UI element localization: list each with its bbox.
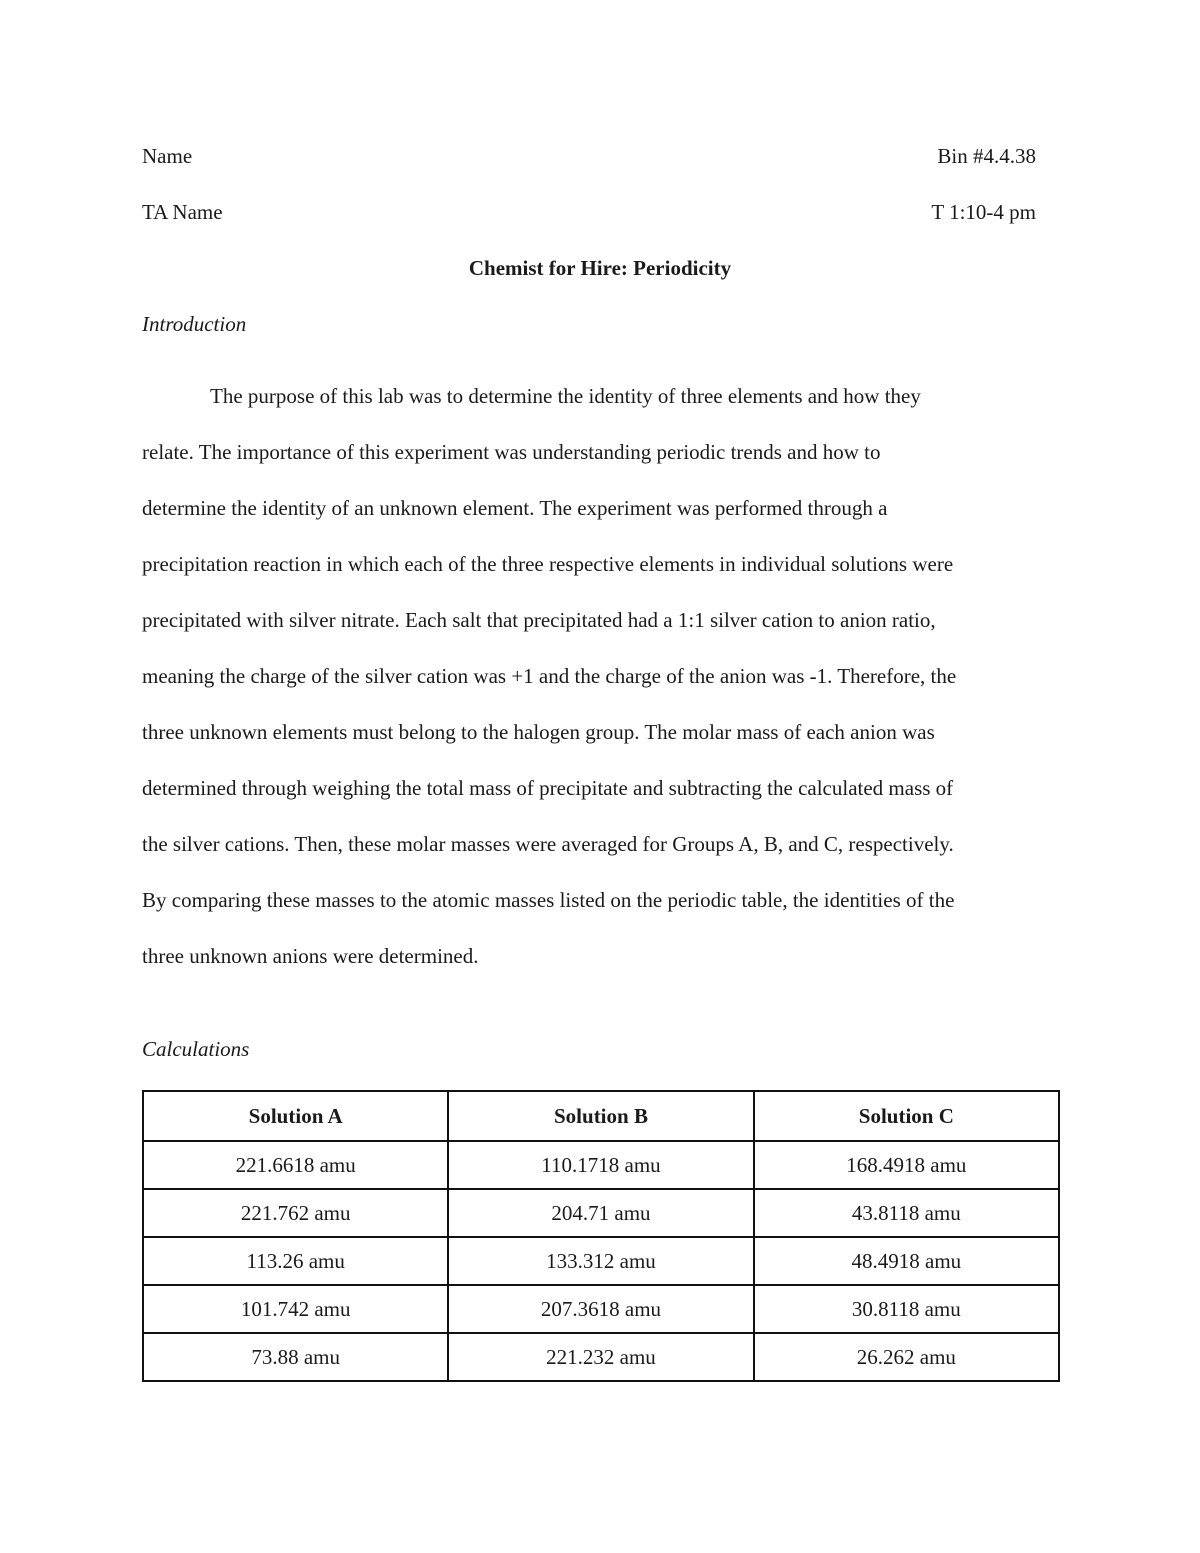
bin-number: Bin #4.4.38 [937, 144, 1036, 168]
table-row [143, 1237, 1059, 1285]
header-row-name [142, 144, 1036, 168]
paragraph-line: relate. The importance of this experiment was understanding periodic trends and how to [142, 440, 881, 464]
column-header-solution-a: Solution A [143, 1091, 448, 1141]
column-header-solution-b: Solution B [448, 1091, 753, 1141]
introduction-paragraph [142, 368, 1062, 984]
paragraph-line: the silver cations. Then, these molar masses were averaged for Groups A, B, and C, respectively. [142, 832, 954, 856]
table-cell: 221.762 amu [143, 1189, 448, 1237]
table-cell: 30.8118 amu [754, 1285, 1059, 1333]
paragraph-line: By comparing these masses to the atomic masses listed on the periodic table, the identities of the [142, 888, 955, 912]
table-row [143, 1189, 1059, 1237]
table-cell: 207.3618 amu [448, 1285, 753, 1333]
student-name-label: Name [142, 144, 193, 168]
table-cell: 133.312 amu [448, 1237, 753, 1285]
paragraph-line: three unknown elements must belong to the halogen group. The molar mass of each anion was [142, 720, 935, 744]
table-row [143, 1333, 1059, 1381]
molar-mass-table [142, 1090, 1060, 1382]
table-header-row [143, 1091, 1059, 1141]
column-header-solution-c: Solution C [754, 1091, 1059, 1141]
paragraph-line: precipitation reaction in which each of the three respective elements in individual solutions were [142, 552, 954, 576]
paragraph-line: meaning the charge of the silver cation was +1 and the charge of the anion was -1. Therefore, the [142, 664, 957, 688]
table-row [143, 1285, 1059, 1333]
table-cell: 73.88 amu [143, 1333, 448, 1381]
introduction-heading: Introduction [142, 312, 247, 336]
table-cell: 168.4918 amu [754, 1141, 1059, 1189]
paragraph-line: The purpose of this lab was to determine the identity of three elements and how they [210, 384, 921, 408]
table-cell: 101.742 amu [143, 1285, 448, 1333]
table-row [143, 1141, 1059, 1189]
paragraph-line: determine the identity of an unknown element. The experiment was performed through a [142, 496, 888, 520]
calculations-heading: Calculations [142, 1037, 250, 1061]
table-cell: 204.71 amu [448, 1189, 753, 1237]
table-cell: 113.26 amu [143, 1237, 448, 1285]
table-cell: 221.6618 amu [143, 1141, 448, 1189]
table-cell: 48.4918 amu [754, 1237, 1059, 1285]
table-cell: 26.262 amu [754, 1333, 1059, 1381]
paragraph-line: precipitated with silver nitrate. Each salt that precipitated had a 1:1 silver cation to anion ratio, [142, 608, 936, 632]
table-cell: 110.1718 amu [448, 1141, 753, 1189]
lab-time: T 1:10-4 pm [931, 200, 1036, 224]
table-cell: 221.232 amu [448, 1333, 753, 1381]
paragraph-line: three unknown anions were determined. [142, 944, 479, 968]
ta-name-label: TA Name [142, 200, 223, 224]
table-cell: 43.8118 amu [754, 1189, 1059, 1237]
header-row-ta [142, 200, 1036, 224]
paragraph-line: determined through weighing the total mass of precipitate and subtracting the calculated mass of [142, 776, 954, 800]
document-title: Chemist for Hire: Periodicity [468, 256, 732, 280]
